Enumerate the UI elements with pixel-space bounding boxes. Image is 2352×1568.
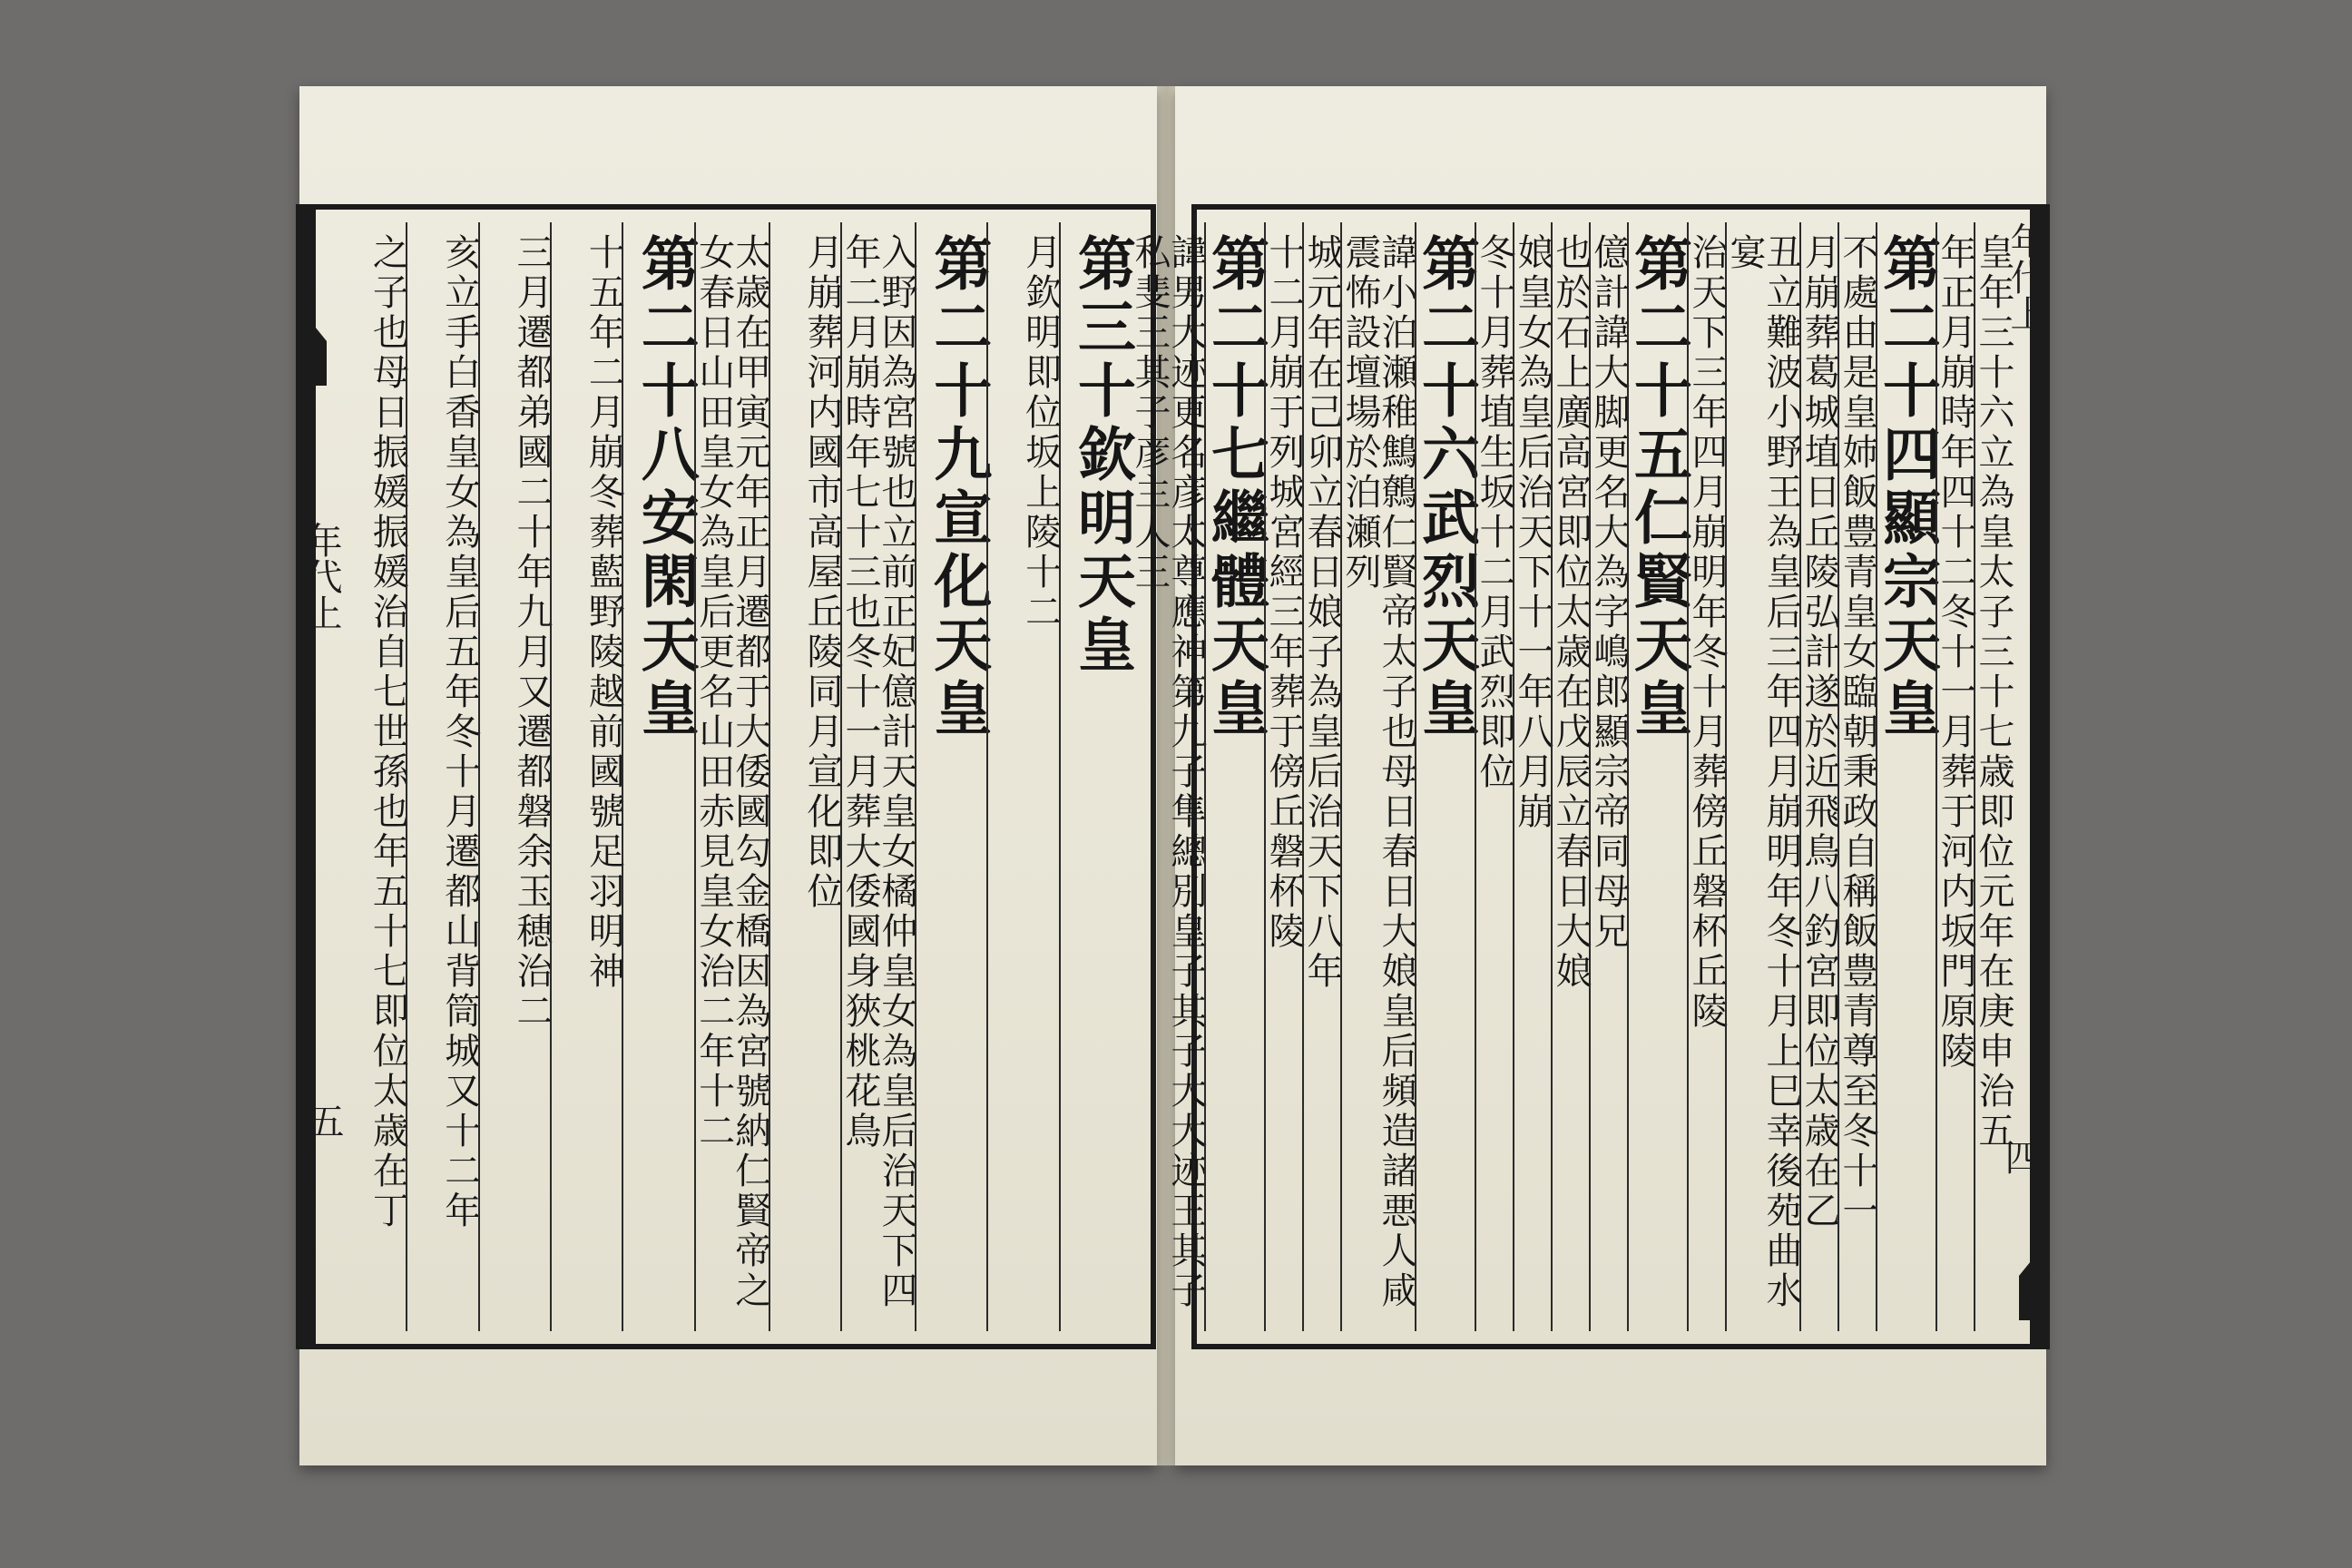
reign-heading-column: 第三十欽明天皇 — [1059, 222, 1131, 1331]
text-column: 城元年在己卯立春日娘子為皇后治天下八年 — [1302, 222, 1340, 1331]
reign-heading-column: 第二十五仁賢天皇 — [1627, 222, 1687, 1331]
text-column: 皇年三十六立為皇太子三十七歳即位元年在庚申治五 — [1974, 222, 2012, 1331]
text-column: 亥立手白香皇女為皇后五年冬十月遷都山背筒城又十二年 — [406, 222, 477, 1331]
left-page — [299, 86, 1157, 1465]
text-column: 諱男大迹更名彦太尊應神第九子隼總別皇子其子大大迹王其子私斐王其子彦主人王 — [1129, 233, 1207, 1311]
text-column: 月欽明即位坂上陵十二 — [986, 222, 1058, 1331]
text-column: 不處由是皇姉飯豊青皇女臨朝秉政自稱飯豊青尊至冬十一 — [1838, 222, 1876, 1331]
reign-heading-column: 第二十七繼體天皇 — [1204, 222, 1264, 1331]
left-page-number: 五 — [302, 1102, 344, 1139]
left-page-text-frame — [316, 204, 1156, 1349]
text-column: 月崩葬葛城埴日丘陵弘計遂於近飛鳥八釣宮即位太歳在乙 — [1799, 222, 1838, 1331]
open-book — [299, 86, 2051, 1484]
right-page-columns — [1129, 222, 2014, 1331]
text-column: 諱小泊瀬稚鷦鷯仁賢帝太子也母日春日大娘皇后頻造諸悪人咸震怖設壇場於泊瀬列 — [1340, 222, 1415, 1331]
text-column: 治天下三年四月崩明年冬十月葬傍丘磐杯丘陵 — [1687, 222, 1725, 1331]
reign-heading-column: 第二十八安閑天皇 — [622, 222, 693, 1331]
reign-heading-column: 第二十六武烈天皇 — [1415, 222, 1475, 1331]
text-column: 也於石上廣高宮即位太歳在戊辰立春日大娘 — [1551, 222, 1589, 1331]
right-page-edge-bar — [2030, 204, 2050, 1349]
text-column: 入野因為宮號也立前正妃億計天皇女橘仲皇女為皇后治天下四年二月崩時年七十三也冬十一月葬大倭國身狹桃花鳥 — [840, 222, 915, 1331]
text-column: 太歳在甲寅元年正月遷都于大倭國勾金橋因為宮號納仁賢帝之女春日山田皇女為皇后更名山田赤見皇女治二年十二 — [694, 222, 769, 1331]
text-column: 娘皇女為皇后治天下十一年八月崩 — [1513, 222, 1551, 1331]
text-column: 年正月崩時年四十二冬十一月葬于河内坂門原陵 — [1936, 222, 1974, 1331]
right-page-number: 四 — [1999, 1139, 2041, 1175]
text-column: 三月遷都弟國二十年九月又遷都磐余玉穂治二 — [478, 222, 550, 1331]
reign-heading-column: 第二十四顯宗天皇 — [1876, 222, 1936, 1331]
right-page-side-header: 年代上 — [2004, 222, 2046, 331]
text-column: 十五年二月崩冬葬藍野陵越前國號足羽明神 — [550, 222, 622, 1331]
left-page-columns — [336, 222, 1136, 1331]
text-column: 月崩葬河内國市高屋丘陵同月宣化即位 — [769, 222, 840, 1331]
text-column: 十二月崩于列城宮經三年葬于傍丘磐杯陵 — [1264, 222, 1302, 1331]
text-column: 丑立難波小野王為皇后三年四月崩明年冬十月上巳幸後苑曲水宴 — [1725, 222, 1799, 1331]
text-column: 億計諱大脚更名大為字嶋郎顯宗帝同母兄 — [1589, 222, 1627, 1331]
reign-heading-column: 第二十九宣化天皇 — [915, 222, 986, 1331]
right-page — [1129, 86, 2046, 1465]
text-column: 之子也母日振媛振媛治自七世孫也年五十七即位太歳在丁 — [367, 233, 409, 1231]
text-column: 冬十月葬埴生坂十二月武烈即位 — [1475, 222, 1513, 1331]
left-page-side-header: 年代上 — [300, 522, 342, 631]
right-page-text-frame — [1129, 204, 2032, 1349]
